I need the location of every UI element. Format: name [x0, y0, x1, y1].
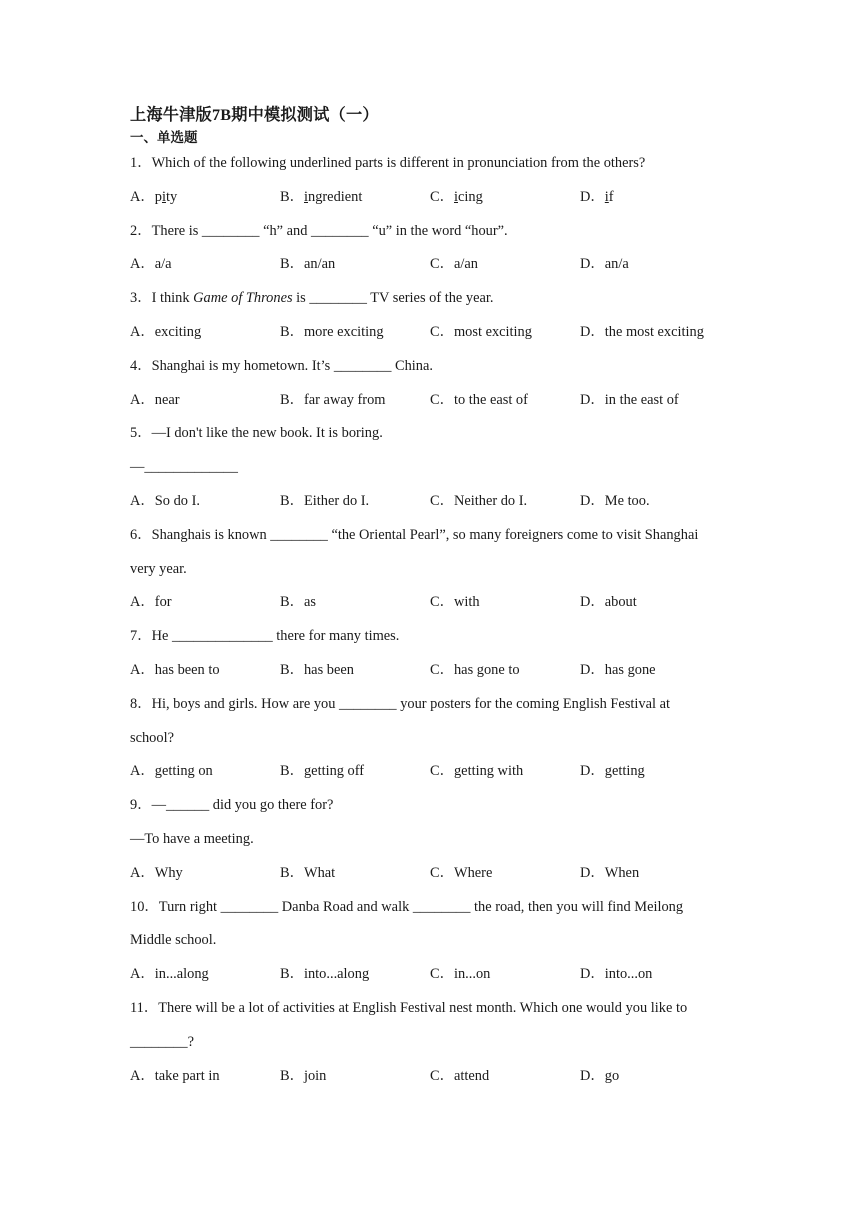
option-a: A．So do I.	[130, 492, 200, 509]
option-c: C．has gone to	[430, 661, 520, 678]
exam-page	[130, 105, 740, 1093]
question-3-options	[130, 316, 740, 350]
option-d: D．go	[580, 1067, 620, 1084]
question-8-options	[130, 755, 740, 789]
option-c: C．with	[430, 594, 480, 611]
option-d: D．When	[580, 864, 640, 881]
question-4-stem: 4．Shanghai is my hometown. It’s ________ China.	[130, 357, 433, 374]
question-7-options	[130, 654, 740, 688]
option-a: A．exciting	[130, 323, 202, 340]
question-9-stem: 9．—______ did you go there for?	[130, 797, 334, 814]
option-a: A．getting on	[130, 763, 213, 780]
option-a: A．a/a	[130, 256, 172, 273]
show-title: Game of Thrones	[193, 290, 293, 307]
option-c: C．in...on	[430, 966, 491, 983]
option-b: B．into...along	[280, 966, 370, 983]
option-d: D．Me too.	[580, 492, 650, 509]
option-d: D．in the east of	[580, 391, 679, 408]
question-5-options	[130, 485, 740, 519]
question-2-stem: 2．There is ________ “h” and ________ “u” in the word “hour”.	[130, 222, 508, 239]
option-d: D．getting	[580, 763, 645, 780]
option-c: C．Neither do I.	[430, 492, 528, 509]
option-c: C．most exciting	[430, 323, 532, 340]
question-2-options	[130, 248, 740, 282]
question-5-reply: —_____________	[130, 459, 238, 476]
option-c: C．icing	[430, 188, 483, 205]
option-a: A．has been to	[130, 661, 220, 678]
question-11-stem: 11．There will be a lot of activities at English Festival nest month. Which one would you like to	[130, 999, 688, 1016]
option-b: B．ingredient	[280, 188, 363, 205]
option-b: B．getting off	[280, 763, 365, 780]
option-d: D．about	[580, 594, 637, 611]
option-b: B．more exciting	[280, 323, 384, 340]
question-9-options	[130, 857, 740, 891]
question-6-stem: 6．Shanghais is known ________ “the Oriental Pearl”, so many foreigners come to visit Shanghai	[130, 526, 699, 543]
option-a: A．near	[130, 391, 180, 408]
question-8-stem: 8．Hi, boys and girls. How are you ________ your posters for the coming English Festival at	[130, 695, 670, 712]
option-c: C．to the east of	[430, 391, 528, 408]
question-9-reply: —To have a meeting.	[130, 830, 254, 847]
question-1-stem: 1．Which of the following underlined parts is different in pronunciation from the others?	[130, 155, 646, 171]
option-a: A．for	[130, 594, 172, 611]
option-b: B．an/an	[280, 256, 336, 273]
question-6-options	[130, 586, 740, 620]
question-10-options	[130, 958, 740, 992]
option-b: B．far away from	[280, 391, 386, 408]
option-a: A．in...along	[130, 966, 209, 983]
option-d: D．has gone	[580, 661, 656, 678]
question-10-stem-cont: Middle school.	[130, 932, 217, 949]
option-b: B．as	[280, 594, 316, 611]
question-10-stem: 10．Turn right ________ Danba Road and walk ________ the road, then you will find Meilong	[130, 898, 684, 915]
option-b: B．has been	[280, 661, 354, 678]
option-d: D．if	[580, 188, 614, 205]
option-c: C．attend	[430, 1067, 490, 1084]
option-c: C．Where	[430, 864, 493, 881]
option-b: B．What	[280, 864, 336, 881]
question-8-stem-cont: school?	[130, 729, 174, 746]
option-d: D．the most exciting	[580, 323, 704, 340]
option-a: A．Why	[130, 864, 183, 881]
question-1-options	[130, 181, 740, 215]
option-d: D．an/a	[580, 256, 629, 273]
option-c: C．getting with	[430, 763, 524, 780]
question-6-stem-cont: very year.	[130, 560, 187, 577]
title-prefix: 上海牛津版	[130, 105, 212, 124]
section-heading: 一、单选题	[130, 130, 198, 146]
option-a: A．pity	[130, 188, 178, 205]
title-code: 7B	[211, 106, 232, 124]
question-11-options	[130, 1060, 740, 1094]
question-7-stem: 7．He ______________ there for many times.	[130, 628, 400, 645]
title-suffix: 期中模拟测试（一）	[231, 105, 379, 124]
option-d: D．into...on	[580, 966, 653, 983]
exam-title	[130, 105, 740, 125]
option-b: B．Either do I.	[280, 492, 370, 509]
question-3-stem: 3．I think Game of Thrones is ________ TV series of the year.	[130, 290, 494, 307]
question-5-stem: 5．—I don't like the new book. It is boring.	[130, 425, 383, 442]
question-4-options	[130, 384, 740, 418]
question-11-stem-cont: ________?	[130, 1033, 194, 1050]
option-a: A．take part in	[130, 1067, 220, 1084]
option-b: B．join	[280, 1067, 327, 1084]
option-c: C．a/an	[430, 256, 478, 273]
